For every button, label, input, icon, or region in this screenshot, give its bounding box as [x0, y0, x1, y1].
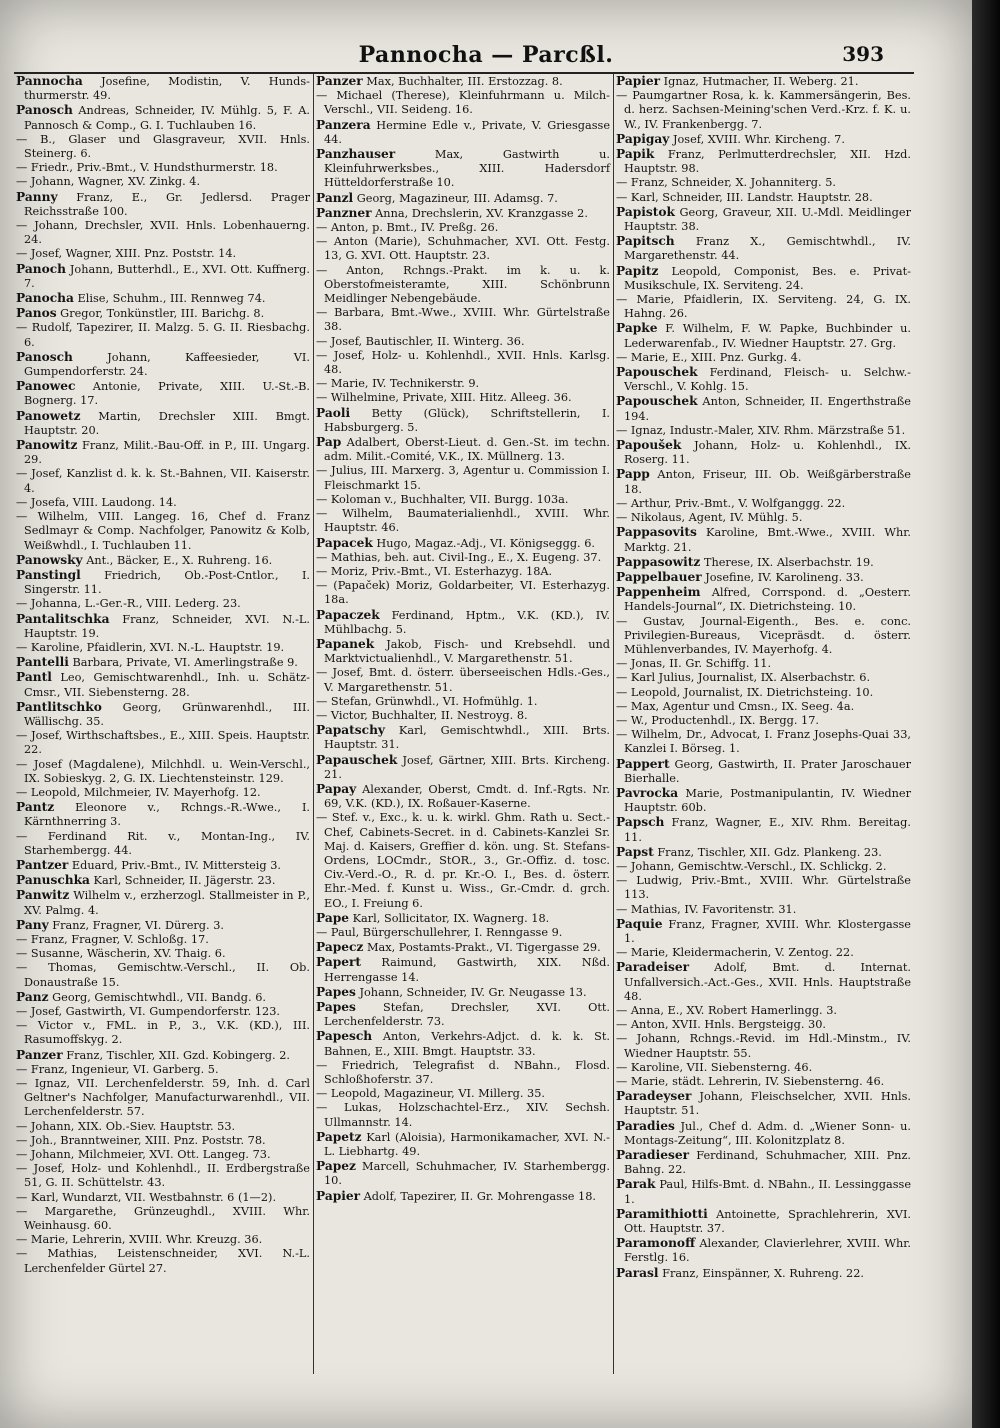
directory-entry: — Josef, Bautischler, II. Winterg. 36.: [316, 334, 525, 348]
directory-entry: — Leopold, Journalist, IX. Dietrichsteing. 10.: [616, 685, 874, 699]
directory-entry: — Marie, Lehrerin, XVIII. Whr. Kreuzg. 36.: [16, 1233, 263, 1247]
directory-entry: — Marie, IV. Technikerstr. 9.: [316, 377, 480, 391]
directory-entry: Parasl Franz, Einspänner, X. Ruhreng. 22.: [616, 1265, 865, 1280]
directory-entry: Pappert Georg, Gastwirth, II. Prater Jaroschauer Bierhalle.: [616, 756, 911, 785]
directory-entry: Papatschy Karl, Gemischtwhdl., XIII. Brts. Hauptstr. 31.: [316, 723, 610, 752]
directory-entry: Papik Franz, Perlmutterdrechsler, XII. Hzd. Hauptstr. 98.: [616, 147, 911, 176]
directory-entry: Panwitz Wilhelm v., erzherzogl. Stallmeister in P., XV. Palmg. 4.: [16, 888, 310, 917]
directory-entry: Panosch Andreas, Schneider, IV. Mühlg. 5, F. A. Pannosch & Comp., G. I. Tuchlauben 16.: [16, 103, 310, 132]
directory-entry: — Koloman v., Buchhalter, VII. Burgg. 103a.: [316, 492, 569, 506]
directory-entry: — Karoline, Pfaidlerin, XVI. N.-L. Hauptstr. 19.: [16, 640, 285, 654]
directory-entry: Paquie Franz, Fragner, XVIII. Whr. Klostergasse 1.: [616, 916, 911, 945]
directory-entry: — Josef, Holz- u. Kohlenhdl., XVII. Hnls. Karlsg. 48.: [316, 348, 610, 377]
directory-entry: Paradeyser Johann, Fleischselcher, XVII. Hnls. Hauptstr. 51.: [616, 1089, 911, 1118]
directory-entry: — Karl, Wundarzt, VII. Westbahnstr. 6 (1—2).: [16, 1190, 277, 1204]
directory-entry: Panos Gregor, Tonkünstler, III. Barichg. 8.: [16, 306, 265, 321]
directory-entry: Pantlitschko Georg, Grünwarenhdl., III. Wällischg. 35.: [16, 699, 310, 728]
directory-entry: — Margarethe, Grünzeughdl., XVIII. Whr. Weinhausg. 60.: [16, 1204, 310, 1233]
directory-entry: Panzer Franz, Tischler, XII. Gzd. Kobingerg. 2.: [16, 1047, 290, 1062]
directory-entry: Paramithiotti Antoinette, Sprachlehrerin, XVI. Ott. Hauptstr. 37.: [616, 1206, 911, 1236]
directory-entry: — Friedrich, Telegrafist d. NBahn., Flosd. Schloßhoferstr. 37.: [316, 1058, 610, 1087]
directory-entry: — Joh., Branntweiner, XIII. Pnz. Poststr. 78.: [16, 1133, 266, 1147]
directory-entry: — Rudolf, Tapezirer, II. Malzg. 5. G. II. Riesbachg. 6.: [16, 321, 310, 349]
directory-entry: Panowetz Martin, Drechsler XIII. Bmgt. Hauptstr. 20.: [16, 408, 310, 437]
directory-entry: — Marie, Pfaidlerin, IX. Serviteng. 24, G. IX. Hahng. 26.: [616, 293, 911, 321]
column-left: [14, 74, 314, 1374]
directory-entry: Paramonoff Alexander, Clavierlehrer, XVIII. Whr. Ferstlg. 16.: [616, 1236, 911, 1265]
directory-entry: Panosch Johann, Kaffeesieder, VI. Gumpendorferstr. 24.: [16, 349, 310, 379]
directory-entry: — Paul, Bürgerschullehrer, I. Renngasse 9.: [316, 925, 563, 939]
directory-entry: Papesch Anton, Verkehrs-Adjct. d. k. k. St. Bahnen, E., XIII. Bmgt. Hauptstr. 33.: [316, 1029, 610, 1058]
directory-entry: Pappenheim Alfred, Corrspond. d. „Oesterr. Handels-Journal“, IX. Dietrichsteing. 10.: [616, 585, 911, 614]
directory-entry: — Johann, Gemischtw.-Verschl., IX. Schlickg. 2.: [616, 859, 887, 873]
directory-entry: — Wilhelmine, Private, XIII. Hitz. Alleeg. 36.: [316, 391, 572, 405]
directory-entry: — Friedr., Priv.-Bmt., V. Hundsthurmerstr. 18.: [16, 161, 278, 175]
directory-entry: Panstingl Friedrich, Ob.-Post-Cntlor., I. Singerstr. 11.: [16, 567, 310, 597]
directory-entry: — Anton (Marie), Schuhmacher, XVI. Ott. Festg. 13, G. XVI. Ott. Hauptstr. 23.: [316, 235, 610, 263]
directory-entry: — Karl, Schneider, III. Landstr. Hauptstr. 28.: [616, 190, 873, 204]
directory-entry: — Wilhelm, VIII. Langeg. 16, Chef d. Franz Sedlmayr & Comp. Nachfolger, Panowitz & Kolb, Weißwhdl., I. Tuchlauben 11.: [16, 510, 310, 552]
directory-entry: — Josef, Holz- und Kohlenhdl., II. Erdbergstraße 51, G. II. Schüttelstr. 43.: [16, 1162, 310, 1190]
directory-entry: Paradeiser Adolf, Bmt. d. Internat. Unfallversich.-Act.-Ges., XVII. Hnls. Hauptstraße 48.: [616, 960, 911, 1003]
directory-entry: Papigay Josef, XVIII. Whr. Kircheng. 7.: [616, 131, 845, 146]
directory-entry: Papecz Max, Postamts-Prakt., VI. Tigergasse 29.: [316, 940, 601, 955]
directory-entry: — Thomas, Gemischtw.-Verschl., II. Ob. Donaustraße 15.: [16, 961, 310, 989]
directory-entry: Panowitz Franz, Milit.-Bau-Off. in P., III. Ungarg. 29.: [16, 438, 310, 467]
page-number: 393: [842, 42, 884, 66]
directory-entry: Panzera Hermine Edle v., Private, V. Griesgasse 44.: [316, 117, 610, 146]
directory-entry: Panzhauser Max, Gastwirth u. Kleinfuhrwerksbes., XIII. Hadersdorf Hütteldorferstraße 10.: [316, 147, 610, 190]
directory-entry: — Paumgartner Rosa, k. k. Kammersängerin, Bes. d. herz. Sachsen-Meining'schen Verd.-Krz. f. K. u. W., IV. Frankenbergg. 7.: [616, 89, 911, 131]
directory-entry: Paoli Betty (Glück), Schriftstellerin, I. Habsburgerg. 5.: [316, 405, 610, 434]
directory-entry: — Marie, E., XIII. Pnz. Gurkg. 4.: [616, 350, 802, 364]
directory-entry: Pantzer Eduard, Priv.-Bmt., IV. Mittersteig 3.: [16, 857, 282, 872]
directory-entry: — Josef, Wagner, XIII. Pnz. Poststr. 14.: [16, 247, 237, 261]
directory-entry: — Leopold, Magazineur, VI. Millerg. 35.: [316, 1087, 546, 1101]
directory-entry: — Anton, Rchngs.-Prakt. im k. u. k. Oberstofmeisteramte, XIII. Schönbrunn Meidlinger Nebengebäude.: [316, 263, 610, 306]
directory-entry: — Stefan, Grünwhdl., VI. Hofmühlg. 1.: [316, 694, 538, 708]
directory-entry: — Franz, Ingenieur, VI. Garberg. 5.: [16, 1062, 219, 1076]
directory-entry: — Josef, Bmt. d. österr. überseeischen Hdls.-Ges., V. Margarethenstr. 51.: [316, 666, 610, 694]
directory-entry: — Johann, Wagner, XV. Zinkg. 4.: [16, 175, 201, 189]
directory-entry: Papitz Leopold, Componist, Bes. e. Privat-Musikschule, IX. Serviteng. 24.: [616, 263, 911, 292]
directory-entry: Pantz Eleonore v., Rchngs.-R.-Wwe., I. Kärnthnerring 3.: [16, 800, 310, 829]
directory-entry: Papouschek Anton, Schneider, II. Engerthstraße 194.: [616, 394, 911, 423]
directory-entry: — Arthur, Priv.-Bmt., V. Wolfganggg. 22.: [616, 496, 846, 510]
directory-entry: — Max, Agentur und Cmsn., IX. Seeg. 4a.: [616, 699, 855, 713]
directory-entry: Papez Marcell, Schuhmacher, IV. Starhembergg. 10.: [316, 1159, 610, 1188]
directory-entry: — Johanna, L.-Ger.-R., VIII. Lederg. 23.: [16, 597, 241, 611]
directory-entry: Panzner Anna, Drechslerin, XV. Kranzgasse 2.: [316, 205, 588, 220]
directory-entry: — Marie, Kleidermacherin, V. Zentog. 22.: [616, 946, 854, 960]
directory-entry: — Lukas, Holzschachtel-Erz., XIV. Sechsh. Ullmannstr. 14.: [316, 1101, 610, 1129]
directory-entry: Paradies Jul., Chef d. Adm. d. „Wiener Sonn- u. Montags-Zeitung“, III. Kolonitzplatz 8.: [616, 1118, 911, 1147]
directory-entry: — Josef, Wirthschaftsbes., E., XIII. Speis. Hauptstr. 22.: [16, 729, 310, 757]
directory-entry: Papaczek Ferdinand, Hptm., V.K. (KD.), IV. Mühlbachg. 5.: [316, 607, 610, 636]
directory-entry: — Julius, III. Marxerg. 3, Agentur u. Commission I. Fleischmarkt 15.: [316, 464, 610, 492]
directory-entry: Pappasovits Karoline, Bmt.-Wwe., XVIII. Whr. Marktg. 21.: [616, 525, 911, 554]
directory-entry: Panoch Johann, Butterhdl., E., XVI. Ott. Kuffnerg. 7.: [16, 261, 310, 290]
directory-entry: Pap Adalbert, Oberst-Lieut. d. Gen.-St. im techn. adm. Milit.-Comité, V.K., IX. Müllnerg. 13.: [316, 435, 610, 464]
directory-entry: — Moriz, Priv.-Bmt., VI. Esterhazyg. 18A.: [316, 564, 553, 578]
directory-entry: Pany Franz, Fragner, VI. Dürerg. 3.: [16, 917, 224, 932]
directory-entry: — Ignaz, VII. Lerchenfelderstr. 59, Inh. d. Carl Geltner's Nachfolger, Manufacturwarenhdl., VII. Lerchenfelderstr. 57.: [16, 1077, 310, 1119]
directory-entry: Papst Franz, Tischler, XII. Gdz. Plankeng. 23.: [616, 844, 882, 859]
directory-entry: — Marie, städt. Lehrerin, IV. Siebensterng. 46.: [616, 1075, 885, 1089]
directory-entry: — Johann, XIX. Ob.-Siev. Hauptstr. 53.: [16, 1119, 236, 1133]
directory-entry: — Anton, XVII. Hnls. Bergsteigg. 30.: [616, 1018, 827, 1032]
directory-entry: — Susanne, Wäscherin, XV. Thaig. 6.: [16, 947, 226, 961]
directory-entry: Papitsch Franz X., Gemischtwhdl., IV. Margarethenstr. 44.: [616, 234, 911, 263]
directory-entry: Pappasowitz Therese, IX. Alserbachstr. 19.: [616, 554, 874, 569]
directory-entry: — Johann, Rchngs.-Revid. im Hdl.-Minstm., IV. Wiedner Hauptstr. 55.: [616, 1032, 911, 1060]
directory-entry: — Anna, E., XV. Robert Hamerlingg. 3.: [616, 1004, 838, 1017]
column-middle: [314, 74, 614, 1374]
directory-entry: Papoušek Johann, Holz- u. Kohlenhdl., IX. Roserg. 11.: [616, 438, 911, 467]
directory-entry: — Wilhelm, Baumaterialienhdl., XVIII. Whr. Hauptstr. 46.: [316, 507, 610, 535]
directory-entry: — Josef (Magdalene), Milchhdl. u. Wein-Verschl., IX. Sobieskyg. 2, G. IX. Liechtensteinstr. 129.: [16, 757, 310, 785]
directory-entry: — Johann, Milchmeier, XVI. Ott. Langeg. 73.: [16, 1148, 271, 1162]
directory-entry: Papetz Karl (Aloisia), Harmonikamacher, XVI. N.-L. Liebhartg. 49.: [316, 1129, 610, 1159]
directory-entry: Papacek Hugo, Magaz.-Adj., VI. Königseggg. 6.: [316, 535, 596, 550]
directory-entry: Papes Johann, Schneider, IV. Gr. Neugasse 13.: [316, 984, 587, 999]
directory-entry: Papistok Georg, Graveur, XII. U.-Mdl. Meidlinger Hauptstr. 38.: [616, 204, 911, 234]
directory-entry: Pantelli Barbara, Private, VI. Amerlingstraße 9.: [16, 655, 298, 670]
directory-entry: Panny Franz, E., Gr. Jedlersd. Prager Reichsstraße 100.: [16, 189, 310, 218]
directory-entry: Pantl Leo, Gemischtwarenhdl., Inh. u. Schätz-Cmsr., VII. Siebensterng. 28.: [16, 670, 310, 699]
directory-entry: Papauschek Josef, Gärtner, XIII. Brts. Kircheng. 21.: [316, 752, 610, 781]
directory-entry: — Wilhelm, Dr., Advocat, I. Franz Josephs-Quai 33, Kanzlei I. Börseg. 1.: [616, 728, 911, 756]
directory-entry: — Nikolaus, Agent, IV. Mühlg. 5.: [616, 511, 803, 525]
directory-entry: Pantalitschka Franz, Schneider, XVI. N.-L. Hauptstr. 19.: [16, 611, 310, 640]
directory-entry: — Victor v., FML. in P., 3., V.K. (KD.), III. Rasumoffskyg. 2.: [16, 1019, 310, 1047]
directory-entry: — Victor, Buchhalter, II. Nestroyg. 8.: [316, 708, 528, 722]
directory-entry: — Karoline, VII. Siebensterng. 46.: [616, 1060, 813, 1074]
directory-entry: Papes Stefan, Drechsler, XVI. Ott. Lerchenfelderstr. 73.: [316, 1000, 610, 1029]
directory-entry: Papier Adolf, Tapezirer, II. Gr. Mohrengasse 18.: [316, 1188, 596, 1203]
directory-entry: Papouschek Ferdinand, Fleisch- u. Selchw.-Verschl., V. Kohlg. 15.: [616, 365, 911, 394]
directory-entry: Parak Paul, Hilfs-Bmt. d. NBahn., II. Lessinggasse 1.: [616, 1177, 911, 1206]
directory-entry: Pappelbauer Josefine, IV. Karolineng. 33.: [616, 569, 864, 584]
directory-entry: — Anton, p. Bmt., IV. Preßg. 26.: [316, 221, 499, 235]
page-edge-shadow: [972, 0, 1000, 1428]
directory-entry: Papp Anton, Friseur, III. Ob. Weißgärberstraße 18.: [616, 467, 911, 496]
directory-entry: Panz Georg, Gemischtwhdl., VII. Bandg. 6.: [16, 989, 266, 1004]
directory-entry: — B., Glaser und Glasgraveur, XVII. Hnls. Steinerg. 6.: [16, 132, 310, 161]
directory-entry: — Josef, Kanzlist d. k. k. St.-Bahnen, VII. Kaiserstr. 4.: [16, 467, 310, 495]
directory-entry: — Franz, Fragner, V. Schloßg. 17.: [16, 932, 209, 946]
directory-entry: Papanek Jakob, Fisch- und Krebsehdl. und Marktvictualienhdl., V. Margarethenstr. 51.: [316, 636, 610, 666]
directory-entry: — Josef, Gastwirth, VI. Gumpendorferstr. 123.: [16, 1005, 280, 1018]
directory-columns: [14, 74, 914, 1374]
directory-entry: — Ludwig, Priv.-Bmt., XVIII. Whr. Gürtelstraße 113.: [616, 874, 911, 902]
directory-entry: — Stef. v., Exc., k. u. k. wirkl. Ghm. Rath u. Sect.-Chef, Cabinets-Secret. in d. Cabinets-Kanzlei Sr. Maj. d. Kaisers, Greffier d. kön. ung. St. Stefans-Ordens, LOCmdr., StOR., 3., Gr.-Offiz. d. tosc. Civ.-Verd.-O., R. d. pr. Kr.-O. I., Bes. d. österr. Ehr.-Med. f. Kunst u. Wiss., Gr.-Cmdr. d. grch. EO., I. Freiung 6.: [316, 811, 610, 910]
column-right: [614, 74, 914, 1374]
directory-entry: — Barbara, Bmt.-Wwe., XVIII. Whr. Gürtelstraße 38.: [316, 306, 610, 334]
directory-entry: Panowsky Ant., Bäcker, E., X. Ruhreng. 16.: [16, 552, 273, 567]
directory-entry: Paradieser Ferdinand, Schuhmacher, XIII. Pnz. Bahng. 22.: [616, 1148, 911, 1177]
directory-entry: — Michael (Therese), Kleinfuhrmann u. Milch-Verschl., VII. Seideng. 16.: [316, 89, 610, 117]
directory-entry: — Gustav, Journal-Eigenth., Bes. e. conc. Privilegien-Bureaus, Vicepräsdt. d. österr. Mühlenverbandes, IV. Mayerhofg. 4.: [616, 614, 911, 656]
directory-entry: — Johann, Drechsler, XVII. Hnls. Lobenhauerng. 24.: [16, 219, 310, 247]
directory-entry: — Mathias, beh. aut. Civil-Ing., E., X. Eugeng. 37.: [316, 550, 602, 564]
directory-entry: Pape Karl, Sollicitator, IX. Wagnerg. 18.: [316, 910, 550, 925]
directory-entry: Papke F. Wilhelm, F. W. Papke, Buchbinder u. Lederwarenfab., IV. Wiedner Hauptstr. 27. Grg.: [616, 321, 911, 350]
directory-entry: Papay Alexander, Oberst, Cmdt. d. Inf.-Rgts. Nr. 69, V.K. (KD.), IX. Roßauer-Kaserne.: [316, 781, 610, 811]
directory-entry: Panzer Max, Buchhalter, III. Erstozzag. 8.: [316, 74, 563, 88]
directory-entry: — Josefa, VIII. Laudong. 14.: [16, 495, 177, 509]
directory-entry: — Ferdinand Rit. v., Montan-Ing., IV. Starhembergg. 44.: [16, 829, 310, 857]
page-header: [0, 36, 972, 76]
directory-entry: — Franz, Schneider, X. Johanniterg. 5.: [616, 176, 836, 190]
directory-entry: — Karl Julius, Journalist, IX. Alserbachstr. 6.: [616, 671, 871, 685]
directory-entry: Panowec Antonie, Private, XIII. U.-St.-B. Bognerg. 17.: [16, 379, 310, 408]
directory-entry: Pannocha Josefine, Modistin, V. Hunds-thurmerstr. 49.: [16, 74, 310, 103]
directory-entry: — Ignaz, Industr.-Maler, XIV. Rhm. Märzstraße 51.: [616, 423, 906, 437]
directory-entry: — W., Productenhdl., IX. Bergg. 17.: [616, 713, 820, 727]
directory-entry: Panzl Georg, Magazineur, III. Adamsg. 7.: [316, 190, 558, 205]
directory-entry: — Mathias, Leistenschneider, XVI. N.-L. Lerchenfelder Gürtel 27.: [16, 1247, 310, 1275]
directory-entry: — Leopold, Milchmeier, IV. Mayerhofg. 12.: [16, 785, 261, 799]
directory-entry: — (Papaček) Moriz, Goldarbeiter, VI. Esterhazyg. 18a.: [316, 579, 610, 607]
directory-entry: Papert Raimund, Gastwirth, XIX. Nßd. Herrengasse 14.: [316, 955, 610, 984]
directory-entry: Papsch Franz, Wagner, E., XIV. Rhm. Bereitag. 11.: [616, 815, 911, 844]
directory-entry: Papier Ignaz, Hutmacher, II. Weberg. 21.: [616, 74, 859, 88]
directory-entry: Panocha Elise, Schuhm., III. Rennweg 74.: [16, 291, 266, 306]
directory-entry: Panuschka Karl, Schneider, II. Jägerstr. 23.: [16, 873, 276, 888]
directory-entry: — Mathias, IV. Favoritenstr. 31.: [616, 902, 797, 916]
running-head: Pannocha — Parcßl.: [358, 42, 614, 68]
directory-entry: Pavrocka Marie, Postmanipulantin, IV. Wiedner Hauptstr. 60b.: [616, 785, 911, 815]
directory-entry: — Jonas, II. Gr. Schiffg. 11.: [616, 657, 772, 671]
